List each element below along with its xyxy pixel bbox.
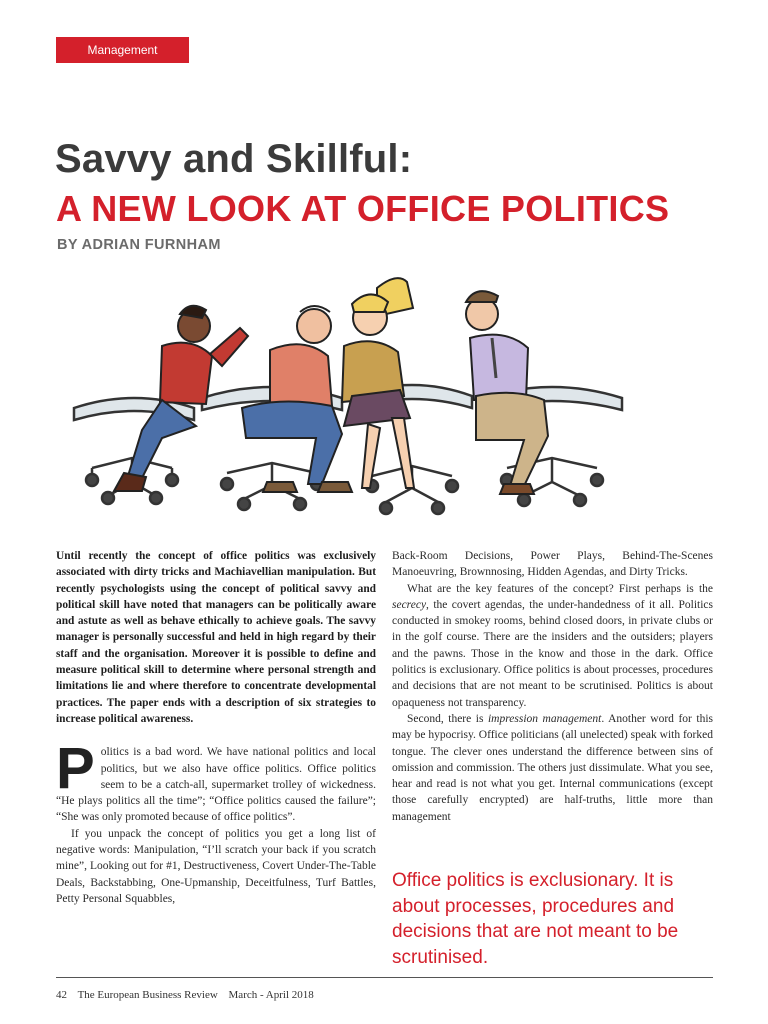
body-paragraph-3 [392, 581, 713, 711]
publication-name: The European Business Review [77, 989, 218, 1001]
paragraph-3-text-b: , the covert agendas, the under-handedness of it all. Politics conducted in smokey rooms, behind closed doors, in private clubs or in the golf course. There are the insiders and the outsiders; players and the pawns. Those in the know and those in the dark. Office politics is exclusionary. Office politics is about processes, procedures and decisions that are not meant to be scrutinised. Politics is about opaqueness not transparency. [392, 598, 713, 709]
page-number: 42 [56, 989, 67, 1001]
issue-date: March - April 2018 [228, 989, 314, 1001]
paragraph-1-text: olitics is a bad word. We have national politics and local politics, but we also have office politics. Office politics seem to be a catch-all, supermarket trolley of wickedness. “He plays politics all the time”; “Office politics caused the failure”; “She was only promoted because of office politics”. [56, 746, 376, 824]
article-title: Savvy and Skillful: [55, 137, 413, 181]
section-tag: Management [56, 37, 189, 63]
byline: BY ADRIAN FURNHAM [57, 237, 221, 253]
paragraph-4-text-b: . Another word for this may be hypocrisy. Office politicians (all unelected) speak with forked tongue. The clever ones understand the difference between sins of omission and commission. The others just dissimulate. What you see, hear and read is not what you get. Internal communications (except those carefully encrypted) are half-truths, little more than management [392, 712, 713, 823]
footer-divider [56, 977, 713, 978]
article-abstract: Until recently the concept of office politics was exclusively associated with dirty tricks and Machiavellian manipulation. But recently psychologists using the concept of political savvy and political skill have noted that managers can be politically aware and astute as well as behave ethically to achieve goals. The savvy manager is personally successful and held in high regard by their staff and the organisation. Moreover it is possible to define and measure political skill to determine where personal strength and limitations lie and where therefore to concentrate developmental practices. The paper ends with a description of six strategies to increase political awareness. [56, 550, 376, 725]
drop-cap: P [56, 736, 95, 802]
paragraph-4-emphasis: impression management [487, 712, 602, 725]
paragraph-4-text-a: Second, there is [407, 712, 488, 725]
body-paragraph-2: If you unpack the concept of politics you get a long list of negative words: Manipulation, “I’ll scratch your back if you scratch mine”, Looking out for #1, Destructiveness, Covert Under-The-Table Deals, Backstabbing, One-Upmanship, Deceitfulness, Turf Battles, Petty Personal Squabbles, [56, 827, 376, 905]
right-column [392, 548, 713, 825]
body-paragraph-2-continued: Back-Room Decisions, Power Plays, Behind-The-Scenes Manoeuvring, Brownnosing, Hidden Agendas, and Dirty Tricks. [392, 550, 713, 579]
pull-quote: Office politics is exclusionary. It is about processes, procedures and decisions that are not meant to be scrutinised. [392, 870, 679, 968]
body-paragraph-4 [392, 711, 713, 825]
office-politics-illustration [52, 268, 662, 536]
paragraph-3-emphasis: secrecy [392, 598, 427, 611]
left-column [56, 548, 376, 907]
article-subtitle: A NEW LOOK AT OFFICE POLITICS [56, 188, 670, 229]
body-paragraph-1 [56, 736, 376, 825]
paragraph-3-text-a: What are the key features of the concept? First perhaps is the [407, 582, 713, 595]
person-blonde-woman [342, 278, 414, 488]
page-footer [56, 989, 322, 1001]
